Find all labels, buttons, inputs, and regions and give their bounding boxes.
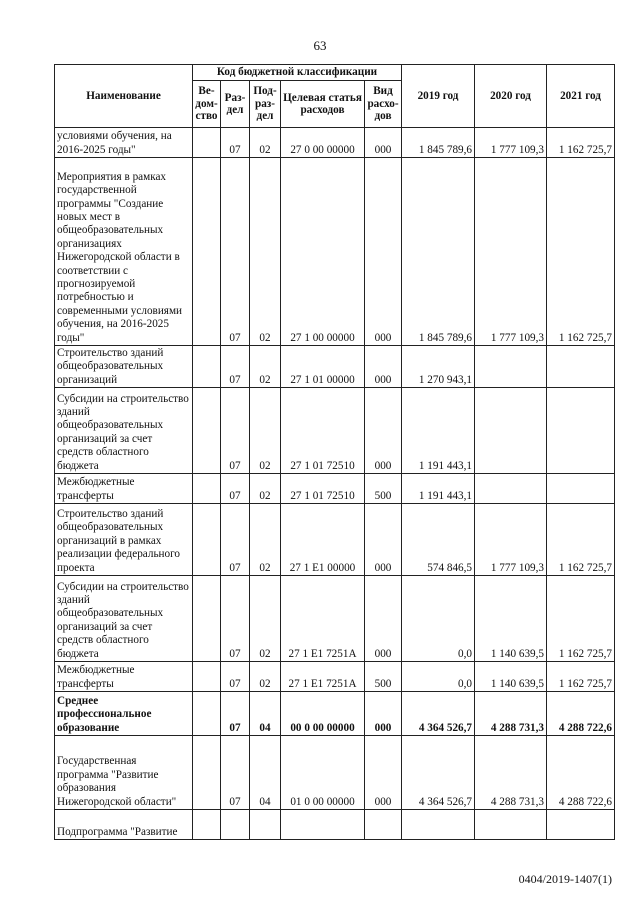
cell-name: Межбюджетные трансферты: [55, 474, 193, 504]
cell-y2020: 1 777 109,3: [475, 504, 547, 576]
cell-y2021: 4 288 722,6: [547, 692, 615, 736]
cell-y2021: [547, 346, 615, 388]
cell-y2019: 1 191 443,1: [402, 474, 475, 504]
cell-csr: 27 1 E1 00000: [281, 504, 365, 576]
cell-csr: 27 1 E1 7251A: [281, 576, 365, 662]
cell-vr: 000: [365, 346, 402, 388]
cell-y2019: 1 270 943,1: [402, 346, 475, 388]
cell-razdel: 07: [221, 736, 250, 810]
cell-razdel: 07: [221, 504, 250, 576]
cell-csr: 27 1 E1 7251A: [281, 662, 365, 692]
page-number: 63: [313, 38, 327, 53]
cell-ved: [193, 388, 221, 474]
cell-y2021: [547, 388, 615, 474]
table-row: [55, 128, 615, 158]
cell-csr: 00 0 00 00000: [281, 692, 365, 736]
table-row: [55, 346, 615, 388]
cell-csr: 27 0 00 00000: [281, 128, 365, 158]
cell-y2020: [475, 474, 547, 504]
cell-y2019: 574 846,5: [402, 504, 475, 576]
header-name: Наименование: [55, 65, 193, 128]
table-row: [55, 576, 615, 662]
cell-vr: 000: [365, 736, 402, 810]
cell-y2019: 4 364 526,7: [402, 692, 475, 736]
header-code-group: Код бюджетной классификации: [193, 65, 402, 81]
cell-podrazdel: 02: [250, 504, 281, 576]
cell-y2021: 4 288 722,6: [547, 736, 615, 810]
cell-y2021: 1 162 725,7: [547, 576, 615, 662]
cell-csr: 27 1 00 00000: [281, 158, 365, 346]
cell-razdel: 07: [221, 662, 250, 692]
header-vr: Вид расхо-дов: [365, 81, 402, 128]
cell-csr: 27 1 01 00000: [281, 346, 365, 388]
cell-name: Подпрограмма "Развитие: [55, 810, 193, 840]
cell-y2020: 4 288 731,3: [475, 736, 547, 810]
table-row: [55, 388, 615, 474]
cell-podrazdel: 02: [250, 388, 281, 474]
table-row: [55, 504, 615, 576]
table-header: [55, 65, 615, 128]
cell-name: Мероприятия в рамках государственной программы "Создание новых мест в общеобразовательных организациях Нижегородской области в соответствии с прогнозируемой потребностью и современными условиями обучения, на 2016-2025 годы": [55, 158, 193, 346]
cell-ved: [193, 692, 221, 736]
cell-ved: [193, 346, 221, 388]
cell-y2019: 1 845 789,6: [402, 158, 475, 346]
table-row: [55, 662, 615, 692]
cell-name: Межбюджетные трансферты: [55, 662, 193, 692]
cell-y2019: 4 364 526,7: [402, 736, 475, 810]
budget-table: [54, 64, 615, 840]
cell-y2020: 4 288 731,3: [475, 692, 547, 736]
cell-ved: [193, 576, 221, 662]
cell-razdel: 07: [221, 158, 250, 346]
cell-name: Среднее профессиональное образование: [55, 692, 193, 736]
cell-y2020: [475, 346, 547, 388]
cell-y2021: 1 162 725,7: [547, 128, 615, 158]
cell-vr: 000: [365, 158, 402, 346]
cell-vr: 500: [365, 662, 402, 692]
cell-name: Строительство зданий общеобразовательных организаций: [55, 346, 193, 388]
cell-name: Субсидии на строительство зданий общеобразовательных организаций за счет средств областного бюджета: [55, 388, 193, 474]
cell-podrazdel: 02: [250, 474, 281, 504]
cell-podrazdel: 04: [250, 736, 281, 810]
table-row: [55, 158, 615, 346]
table-row: [55, 692, 615, 736]
cell-vr: 500: [365, 474, 402, 504]
cell-y2020: 1 777 109,3: [475, 158, 547, 346]
cell-y2019: 1 845 789,6: [402, 128, 475, 158]
table-row: [55, 474, 615, 504]
table-body: [55, 128, 615, 840]
cell-vr: 000: [365, 576, 402, 662]
cell-ved: [193, 662, 221, 692]
footer-code: 0404/2019-1407(1): [518, 872, 612, 886]
cell-vr: 000: [365, 128, 402, 158]
cell-razdel: 07: [221, 388, 250, 474]
cell-ved: [193, 474, 221, 504]
cell-y2021: 1 162 725,7: [547, 504, 615, 576]
cell-razdel: 07: [221, 576, 250, 662]
cell-ved: [193, 158, 221, 346]
cell-razdel: 07: [221, 474, 250, 504]
cell-y2019: 1 191 443,1: [402, 388, 475, 474]
header-csr: Целевая статья расходов: [281, 81, 365, 128]
cell-vr: 000: [365, 388, 402, 474]
cell-ved: [193, 736, 221, 810]
cell-vr: 000: [365, 504, 402, 576]
header-year-2019: 2019 год: [402, 65, 475, 128]
cell-y2020: 1 140 639,5: [475, 662, 547, 692]
cell-csr: 27 1 01 72510: [281, 388, 365, 474]
cell-csr: [281, 810, 365, 840]
cell-name: Субсидии на строительство зданий общеобразовательных организаций за счет средств областного бюджета: [55, 576, 193, 662]
cell-razdel: [221, 810, 250, 840]
cell-razdel: 07: [221, 128, 250, 158]
cell-csr: 01 0 00 00000: [281, 736, 365, 810]
cell-y2020: 1 140 639,5: [475, 576, 547, 662]
cell-name: условиями обучения, на 2016-2025 годы": [55, 128, 193, 158]
cell-y2019: [402, 810, 475, 840]
cell-csr: 27 1 01 72510: [281, 474, 365, 504]
cell-y2021: [547, 810, 615, 840]
cell-ved: [193, 504, 221, 576]
cell-y2021: 1 162 725,7: [547, 662, 615, 692]
cell-podrazdel: 02: [250, 128, 281, 158]
table-row: [55, 736, 615, 810]
cell-podrazdel: 02: [250, 346, 281, 388]
cell-podrazdel: [250, 810, 281, 840]
header-ved: Ве-дом-ство: [193, 81, 221, 128]
cell-podrazdel: 04: [250, 692, 281, 736]
table-row: [55, 810, 615, 840]
cell-y2019: 0,0: [402, 662, 475, 692]
cell-podrazdel: 02: [250, 662, 281, 692]
cell-name: Строительство зданий общеобразовательных организаций в рамках реализации федерального проекта: [55, 504, 193, 576]
cell-y2020: 1 777 109,3: [475, 128, 547, 158]
cell-vr: 000: [365, 692, 402, 736]
cell-y2019: 0,0: [402, 576, 475, 662]
cell-y2020: [475, 388, 547, 474]
cell-ved: [193, 128, 221, 158]
cell-name: Государственная программа "Развитие образования Нижегородской области": [55, 736, 193, 810]
header-podrazdel: Под-раз-дел: [250, 81, 281, 128]
cell-podrazdel: 02: [250, 576, 281, 662]
cell-y2021: [547, 474, 615, 504]
cell-y2020: [475, 810, 547, 840]
cell-vr: [365, 810, 402, 840]
cell-ved: [193, 810, 221, 840]
header-year-2020: 2020 год: [475, 65, 547, 128]
header-razdel: Раз-дел: [221, 81, 250, 128]
cell-y2021: 1 162 725,7: [547, 158, 615, 346]
header-year-2021: 2021 год: [547, 65, 615, 128]
cell-podrazdel: 02: [250, 158, 281, 346]
cell-razdel: 07: [221, 346, 250, 388]
cell-razdel: 07: [221, 692, 250, 736]
